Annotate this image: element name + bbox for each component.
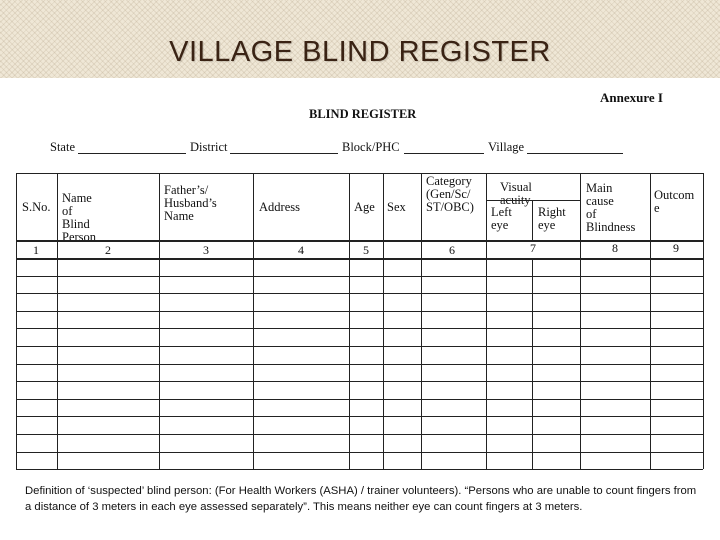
header-category: Category (Gen/Sc/ ST/OBC) <box>426 174 474 214</box>
column-divider <box>253 173 254 469</box>
column-divider <box>532 258 533 469</box>
visual-acuity-subheader-line <box>486 200 580 201</box>
column-number: 2 <box>105 243 111 257</box>
header-main-cause: Main cause of Blindness <box>586 181 636 234</box>
column-number: 1 <box>33 243 39 257</box>
column-divider <box>532 200 533 240</box>
state-label: State <box>50 140 75 154</box>
form-title: BLIND REGISTER <box>309 107 417 121</box>
table-row-line <box>16 399 703 400</box>
table-row-line <box>16 416 703 417</box>
block-line <box>404 153 484 154</box>
header-name: Name of Blind Person <box>62 191 97 244</box>
header-age: Age <box>354 200 375 214</box>
header-sex: Sex <box>387 200 406 214</box>
slide-title: VILLAGE BLIND REGISTER <box>169 36 551 68</box>
definition-text: Definition of ‘suspected’ blind person: (For Health Workers (ASHA) / trainer volunteers). “Persons who are unable to count fingers from a distance of 3 meters in each eye assessed separately”. This means neither eye can count fingers at 3 meters. <box>25 485 697 513</box>
column-divider <box>703 173 704 469</box>
header-right-eye: Right eye <box>538 205 566 232</box>
header-sno: S.No. <box>22 200 51 214</box>
header-visual-acuity: Visual acuity <box>500 180 532 207</box>
column-number: 8 <box>612 241 618 255</box>
table-row-line <box>16 276 703 277</box>
table-row-line <box>16 364 703 365</box>
number-row-bottom-border <box>16 258 703 260</box>
annexure-label: Annexure I <box>600 90 663 105</box>
block-label: Block/PHC <box>342 140 400 154</box>
column-divider <box>650 173 651 469</box>
table-top-border <box>16 173 703 174</box>
column-divider <box>16 173 17 469</box>
table-row-line <box>16 328 703 329</box>
state-line <box>78 153 186 154</box>
column-divider <box>383 173 384 469</box>
column-divider <box>57 173 58 469</box>
header-left-eye: Left eye <box>491 205 512 232</box>
column-divider <box>486 173 487 469</box>
header-address: Address <box>259 200 300 214</box>
title-banner <box>0 0 720 78</box>
table-row-line <box>16 381 703 382</box>
column-divider <box>580 173 581 469</box>
column-number: 6 <box>449 243 455 257</box>
header-bottom-border <box>16 240 703 242</box>
column-number: 9 <box>673 241 679 255</box>
district-line <box>230 153 338 154</box>
column-divider <box>421 173 422 469</box>
column-divider <box>349 173 350 469</box>
table-row-line <box>16 452 703 453</box>
header-outcome: Outcom e <box>654 188 695 215</box>
table-row-line <box>16 293 703 294</box>
table-row-line <box>16 434 703 435</box>
column-number: 5 <box>363 243 369 257</box>
header-father: Father’s/ Husband’s Name <box>164 183 217 223</box>
village-line <box>527 153 623 154</box>
column-number: 7 <box>530 241 536 255</box>
column-number: 4 <box>298 243 304 257</box>
table-row-line <box>16 311 703 312</box>
table-row-line <box>16 469 703 470</box>
district-label: District <box>190 140 228 154</box>
column-divider <box>159 173 160 469</box>
table-row-line <box>16 346 703 347</box>
village-label: Village <box>488 140 525 154</box>
column-number: 3 <box>203 243 209 257</box>
